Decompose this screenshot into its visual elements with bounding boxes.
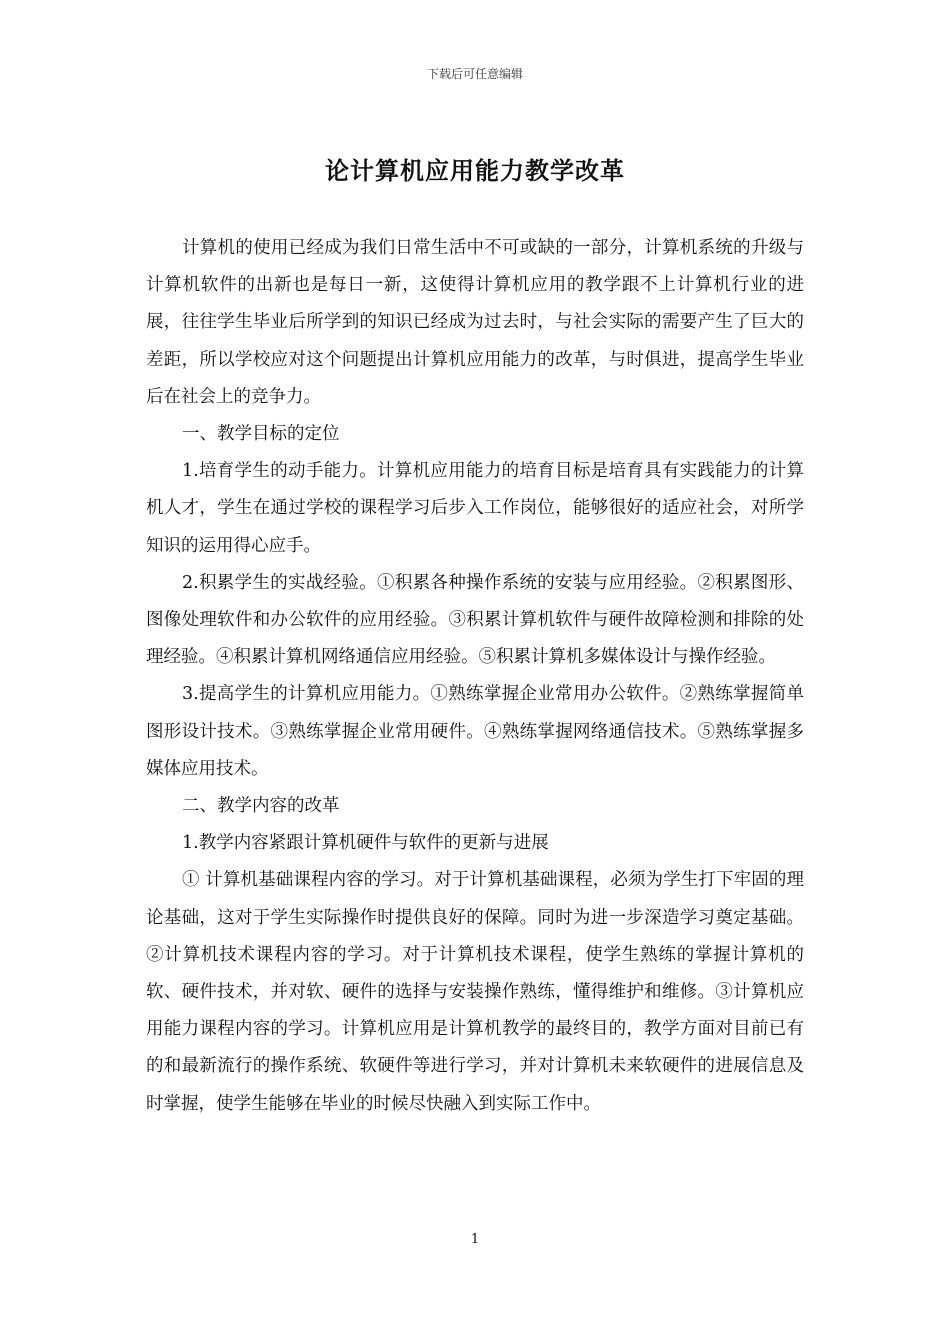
page-number: 1 (470, 1232, 480, 1247)
page-header: 下载后可任意编辑 (426, 67, 523, 81)
paragraph-goal-2: 2.积累学生的实战经验。①积累各种操作系统的安装与应用经验。②积累图形、图像处理软件和办公软件的应用经验。③积累计算机软件与硬件故障检测和排除的处理经验。④积累计算机网络通信应用经验。⑤积累计算机多媒体设计与操作经验。 (146, 572, 804, 668)
section-heading-teaching-goals: 一、教学目标的定位 (182, 424, 340, 445)
document-title: 论计算机应用能力教学改革 (325, 157, 625, 185)
paragraph-goal-1: 1.培育学生的动手能力。计算机应用能力的培育目标是培育具有实践能力的计算机人才，学生在通过学校的课程学习后步入工作岗位，能够很好的适应社会，对所学知识的运用得心应手。 (146, 461, 804, 556)
document-body (146, 230, 804, 1123)
section-heading-content-reform: 二、教学内容的改革 (182, 796, 340, 817)
paragraph-intro: 计算机的使用已经成为我们日常生活中不可或缺的一部分，计算机系统的升级与计算机软件的出新也是每日一新，这使得计算机应用的教学跟不上计算机行业的进展，往往学生毕业后所学到的知识已经成为过去时，与社会实际的需要产生了巨大的差距，所以学校应对这个问题提出计算机应用能力的改革，与时俱进，提高学生毕业后在社会上的竞争力。 (146, 238, 804, 407)
paragraph-content-detail: ① 计算机基础课程内容的学习。对于计算机基础课程，必须为学生打下牢固的理论基础，这对于学生实际操作时提供良好的保障。同时为进一步深造学习奠定基础。②计算机技术课程内容的学习。对于计算机技术课程，使学生熟练的掌握计算机的软、硬件技术，并对软、硬件的选择与安装操作熟练，懂得维护和维修。③计算机应用能力课程内容的学习。计算机应用是计算机教学的最终目的，教学方面对目前已有的和最新流行的操作系统、软硬件等进行学习，并对计算机未来软硬件的进展信息及时掌握，使学生能够在毕业的时候尽快融入到实际工作中。 (146, 870, 804, 1114)
subheading-content-1: 1.教学内容紧跟计算机硬件与软件的更新与进展 (182, 833, 549, 854)
paragraph-goal-3: 3.提高学生的计算机应用能力。①熟练掌握企业常用办公软件。②熟练掌握简单图形设计技术。③熟练掌握企业常用硬件。④熟练掌握网络通信技术。⑤熟练掌握多媒体应用技术。 (146, 684, 804, 779)
